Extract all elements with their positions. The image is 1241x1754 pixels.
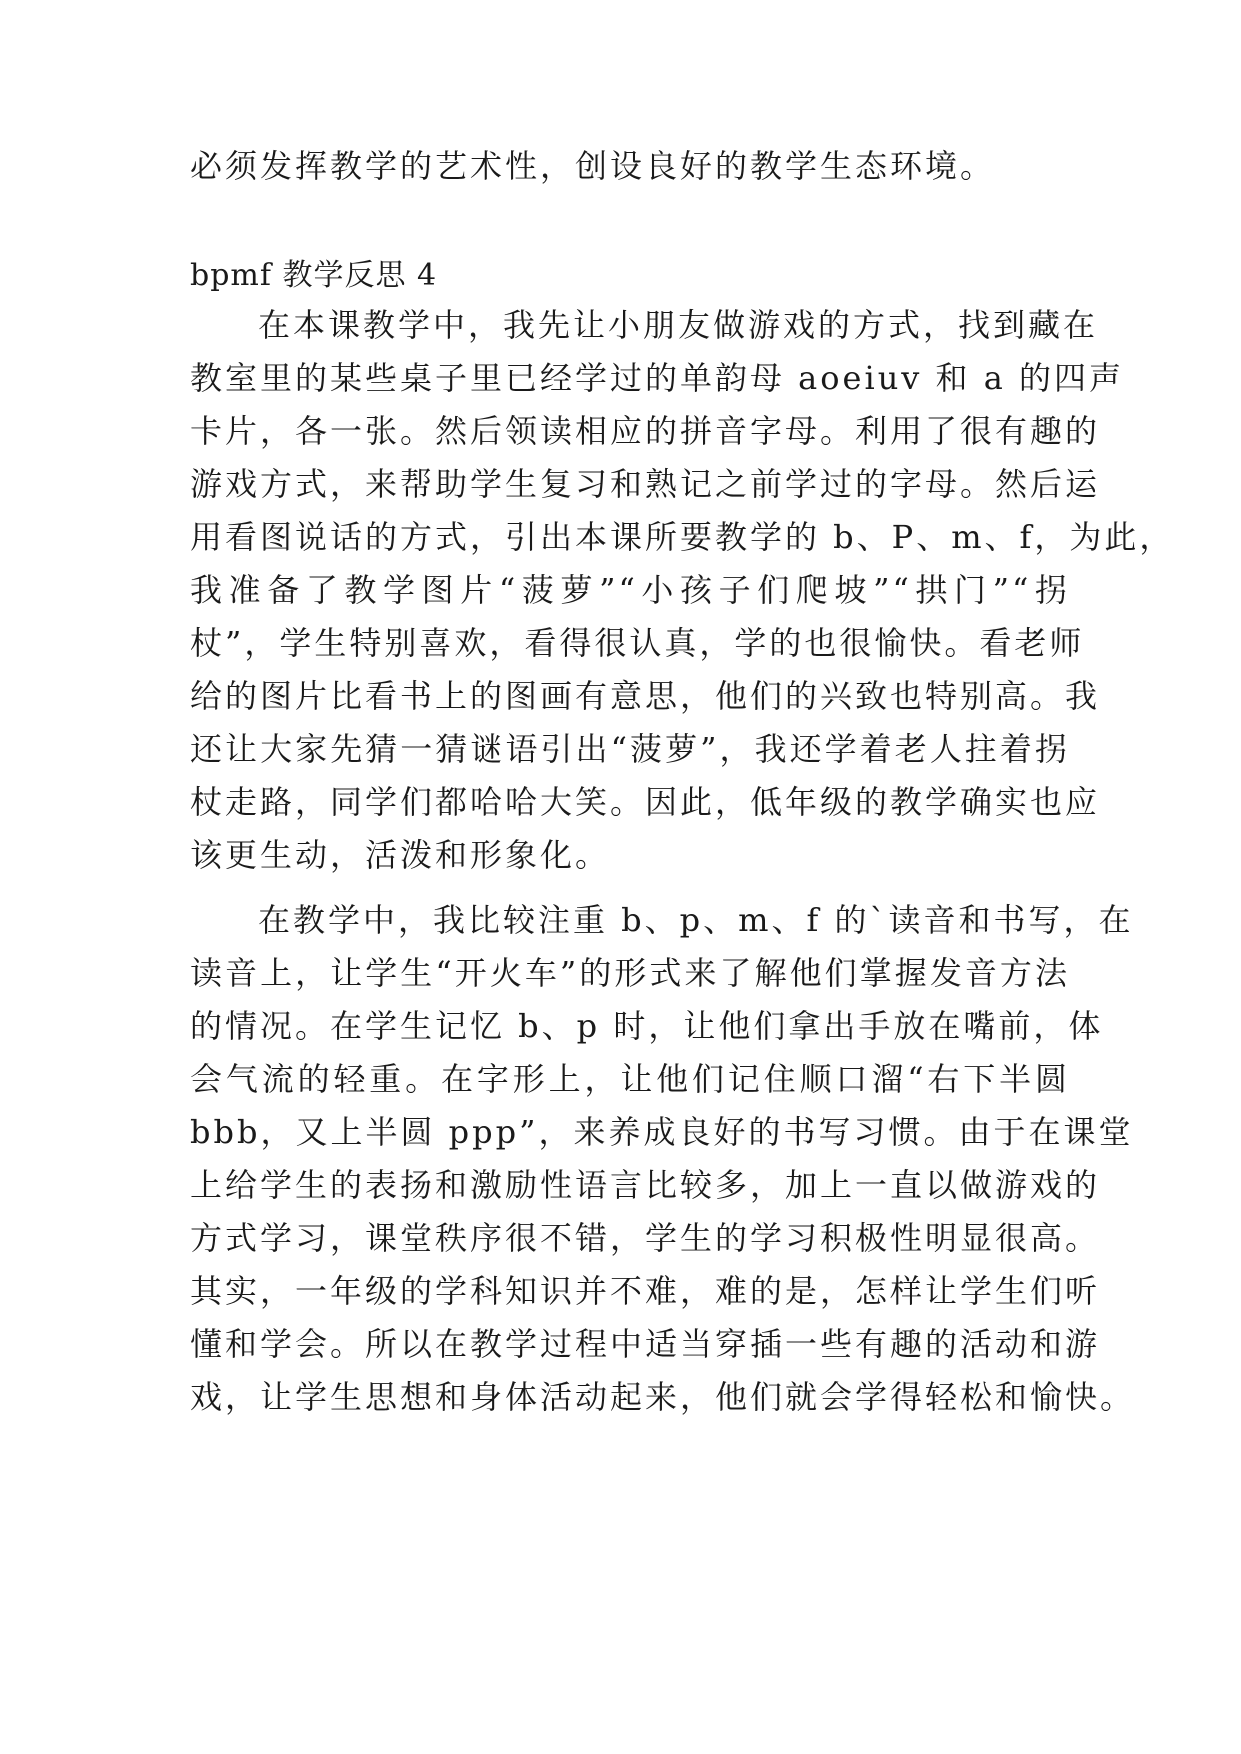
paragraph-line: 在本课教学中，我先让小朋友做游戏的方式，找到藏在	[258, 306, 1099, 344]
paragraph-line: 卡片，各一张。然后领读相应的拼音字母。利用了很有趣的	[190, 412, 1101, 450]
paragraph-line: 懂和学会。所以在教学过程中适当穿插一些有趣的活动和游	[190, 1325, 1101, 1363]
paragraph-line: 给的图片比看书上的图画有意思，他们的兴致也特别高。我	[190, 677, 1101, 715]
paragraph-line: bbb，又上半圆 ppp”，来养成良好的书写习惯。由于在课堂	[190, 1113, 1134, 1151]
intro-line: 必须发挥教学的艺术性，创设良好的教学生态环境。	[190, 147, 996, 185]
paragraph-line: 读音上，让学生“开火车”的形式来了解他们掌握发音方法	[190, 954, 1070, 992]
paragraph-line: 教室里的某些桌子里已经学过的单韵母 aoeiuv 和 a 的四声	[190, 359, 1124, 397]
paragraph-line: 用看图说话的方式，引出本课所要教学的 b、P、m、f，为此，	[190, 518, 1175, 556]
paragraph-line: 其实，一年级的学科知识并不难，难的是，怎样让学生们听	[190, 1272, 1101, 1310]
paragraph-line: 该更生动，活泼和形象化。	[190, 836, 611, 874]
paragraph-line: 戏，让学生思想和身体活动起来，他们就会学得轻松和愉快。	[190, 1378, 1136, 1416]
paragraph-line: 会气流的轻重。在字形上，让他们记住顺口溜“右下半圆	[190, 1060, 1070, 1098]
paragraph-line: 游戏方式，来帮助学生复习和熟记之前学过的字母。然后运	[190, 465, 1101, 503]
paragraph-line: 上给学生的表扬和激励性语言比较多，加上一直以做游戏的	[190, 1166, 1101, 1204]
paragraph-line: 杖”，学生特别喜欢，看得很认真，学的也很愉快。看老师	[190, 624, 1085, 662]
paragraph-line: 还让大家先猜一猜谜语引出“菠萝”，我还学着老人拄着拐	[190, 730, 1070, 768]
paragraph-line: 方式学习，课堂秩序很不错，学生的学习积极性明显很高。	[190, 1219, 1101, 1257]
section-title: bpmf 教学反思 4	[190, 258, 438, 293]
paragraph-line: 的情况。在学生记忆 b、p 时，让他们拿出手放在嘴前，体	[190, 1007, 1104, 1045]
paragraph-line: 我准备了教学图片“菠萝”“小孩子们爬坡”“拱门”“拐	[190, 571, 1070, 609]
paragraph-line: 杖走路，同学们都哈哈大笑。因此，低年级的教学确实也应	[190, 783, 1101, 821]
paragraph-line: 在教学中，我比较注重 b、p、m、f 的`读音和书写，在	[258, 901, 1134, 939]
